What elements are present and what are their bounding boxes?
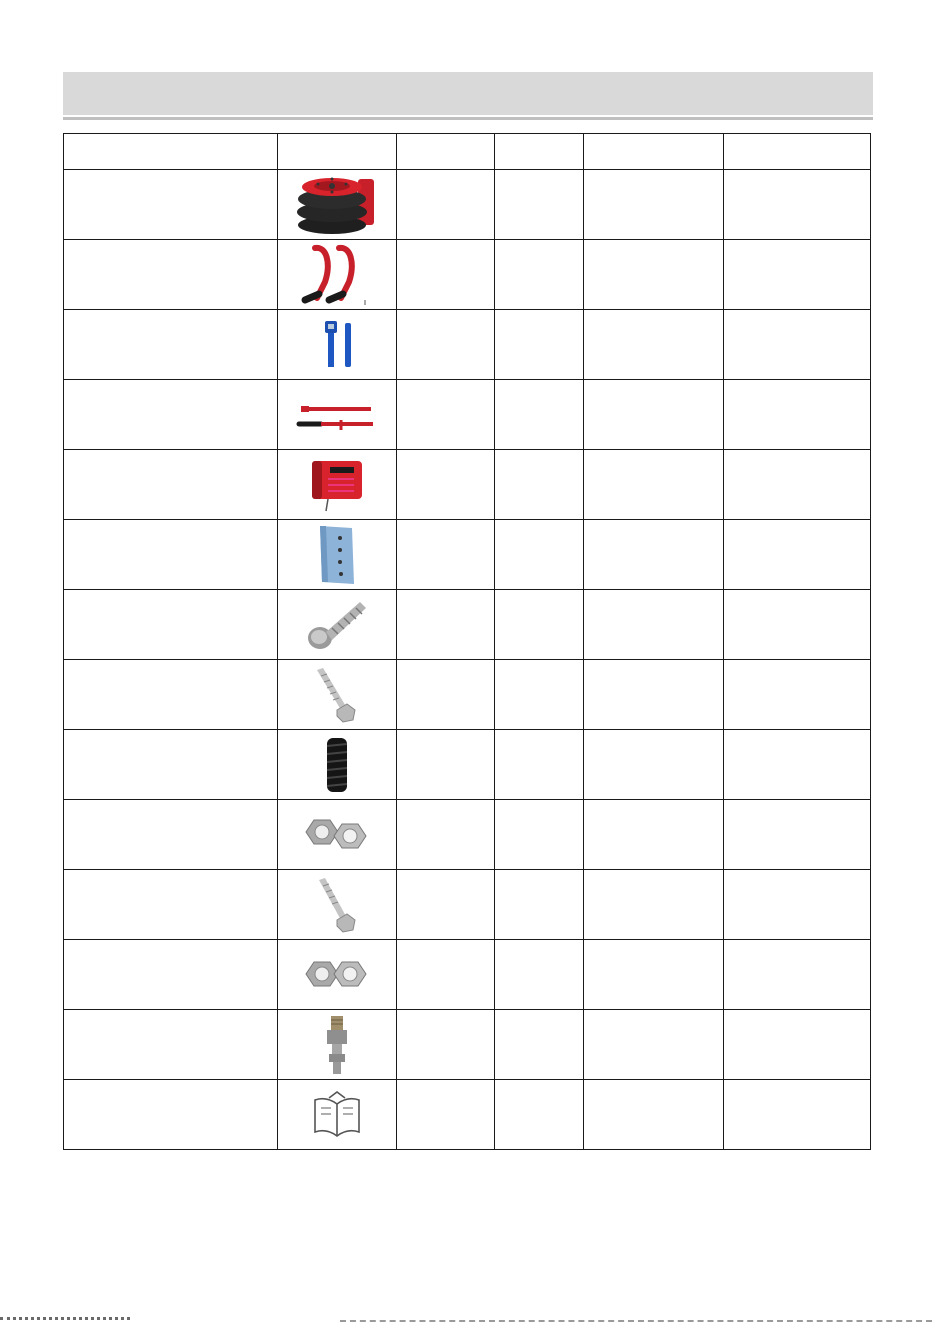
header-cell-figure — [278, 134, 397, 170]
row-name-cell — [64, 520, 278, 590]
row-name-cell — [64, 450, 278, 520]
row-cell — [584, 870, 724, 940]
row-cell — [397, 240, 495, 310]
hex-bolt-icon — [307, 874, 367, 936]
row-name-cell — [64, 1080, 278, 1150]
table-row — [64, 590, 871, 660]
row-name-cell — [64, 800, 278, 870]
row-image-cell — [278, 1010, 397, 1080]
row-cell — [495, 730, 584, 800]
row-cell — [397, 870, 495, 940]
row-cell — [495, 940, 584, 1010]
row-cell — [724, 170, 871, 240]
row-cell — [724, 310, 871, 380]
row-name-cell — [64, 940, 278, 1010]
table-row — [64, 870, 871, 940]
air-valve-handle-icon — [307, 317, 367, 373]
row-cell — [397, 520, 495, 590]
row-image-cell — [278, 450, 397, 520]
table-row — [64, 170, 871, 240]
row-cell — [584, 380, 724, 450]
header-cell-3 — [397, 134, 495, 170]
row-cell — [495, 870, 584, 940]
row-cell — [584, 800, 724, 870]
row-cell — [397, 590, 495, 660]
header-cell-name — [64, 134, 278, 170]
row-cell — [397, 730, 495, 800]
row-cell — [584, 310, 724, 380]
row-cell — [724, 450, 871, 520]
row-cell — [724, 240, 871, 310]
footer-left-mark — [0, 1317, 130, 1320]
row-cell — [584, 520, 724, 590]
row-name-cell — [64, 380, 278, 450]
row-name-cell — [64, 240, 278, 310]
table-header-row — [64, 134, 871, 170]
row-cell — [724, 730, 871, 800]
control-box-icon — [304, 455, 370, 515]
row-cell — [724, 520, 871, 590]
row-cell — [724, 660, 871, 730]
row-image-cell — [278, 660, 397, 730]
header-cell-4 — [495, 134, 584, 170]
row-name-cell — [64, 310, 278, 380]
row-name-cell — [64, 660, 278, 730]
row-cell — [397, 660, 495, 730]
row-cell — [724, 870, 871, 940]
row-cell — [397, 450, 495, 520]
row-cell — [724, 1010, 871, 1080]
row-cell — [584, 940, 724, 1010]
hex-nuts-icon — [300, 950, 374, 1000]
row-cell — [397, 940, 495, 1010]
table-row — [64, 730, 871, 800]
row-cell — [724, 380, 871, 450]
row-cell — [584, 730, 724, 800]
row-name-cell — [64, 1010, 278, 1080]
hex-nuts-icon — [300, 810, 374, 860]
mounting-plate-icon — [312, 522, 362, 588]
row-cell — [397, 1010, 495, 1080]
row-cell — [495, 660, 584, 730]
curved-handle-icon — [297, 242, 377, 308]
row-cell — [495, 450, 584, 520]
row-cell — [495, 800, 584, 870]
row-cell — [397, 800, 495, 870]
row-cell — [584, 1010, 724, 1080]
table-row — [64, 800, 871, 870]
row-cell — [495, 240, 584, 310]
air-connector-icon — [317, 1012, 357, 1078]
row-cell — [724, 590, 871, 660]
air-bag-jack-icon — [292, 171, 382, 239]
table-row — [64, 380, 871, 450]
row-cell — [495, 590, 584, 660]
set-screw-icon — [317, 734, 357, 796]
row-cell — [495, 310, 584, 380]
hex-bolt-icon — [307, 664, 367, 726]
footer-dashed-line — [340, 1320, 932, 1322]
row-name-cell — [64, 870, 278, 940]
header-divider — [63, 117, 873, 120]
row-image-cell — [278, 310, 397, 380]
row-image-cell — [278, 800, 397, 870]
row-image-cell — [278, 870, 397, 940]
handle-rods-icon — [295, 390, 379, 440]
row-image-cell — [278, 940, 397, 1010]
header-cell-6 — [724, 134, 871, 170]
row-cell — [724, 1080, 871, 1150]
manual-book-icon — [309, 1090, 365, 1140]
row-cell — [495, 1080, 584, 1150]
row-cell — [724, 800, 871, 870]
row-cell — [584, 660, 724, 730]
row-name-cell — [64, 730, 278, 800]
row-cell — [495, 170, 584, 240]
table-row — [64, 450, 871, 520]
table-row — [64, 1080, 871, 1150]
parts-list-table — [63, 133, 871, 1150]
table-row — [64, 240, 871, 310]
row-cell — [397, 310, 495, 380]
row-name-cell — [64, 590, 278, 660]
row-cell — [495, 1010, 584, 1080]
row-cell — [397, 170, 495, 240]
row-cell — [584, 170, 724, 240]
row-image-cell — [278, 730, 397, 800]
round-head-screw-icon — [302, 594, 372, 656]
table-row — [64, 310, 871, 380]
row-image-cell — [278, 590, 397, 660]
row-image-cell — [278, 380, 397, 450]
row-cell — [397, 380, 495, 450]
row-cell — [495, 520, 584, 590]
row-image-cell — [278, 240, 397, 310]
row-image-cell — [278, 1080, 397, 1150]
table-row — [64, 660, 871, 730]
row-cell — [495, 380, 584, 450]
row-cell — [397, 1080, 495, 1150]
row-cell — [584, 590, 724, 660]
row-cell — [724, 940, 871, 1010]
row-image-cell — [278, 520, 397, 590]
section-header-bar — [63, 72, 873, 115]
table-row — [64, 1010, 871, 1080]
row-image-cell — [278, 170, 397, 240]
table-row — [64, 940, 871, 1010]
row-cell — [584, 240, 724, 310]
table-row — [64, 520, 871, 590]
header-cell-5 — [584, 134, 724, 170]
row-cell — [584, 450, 724, 520]
row-name-cell — [64, 170, 278, 240]
row-cell — [584, 1080, 724, 1150]
